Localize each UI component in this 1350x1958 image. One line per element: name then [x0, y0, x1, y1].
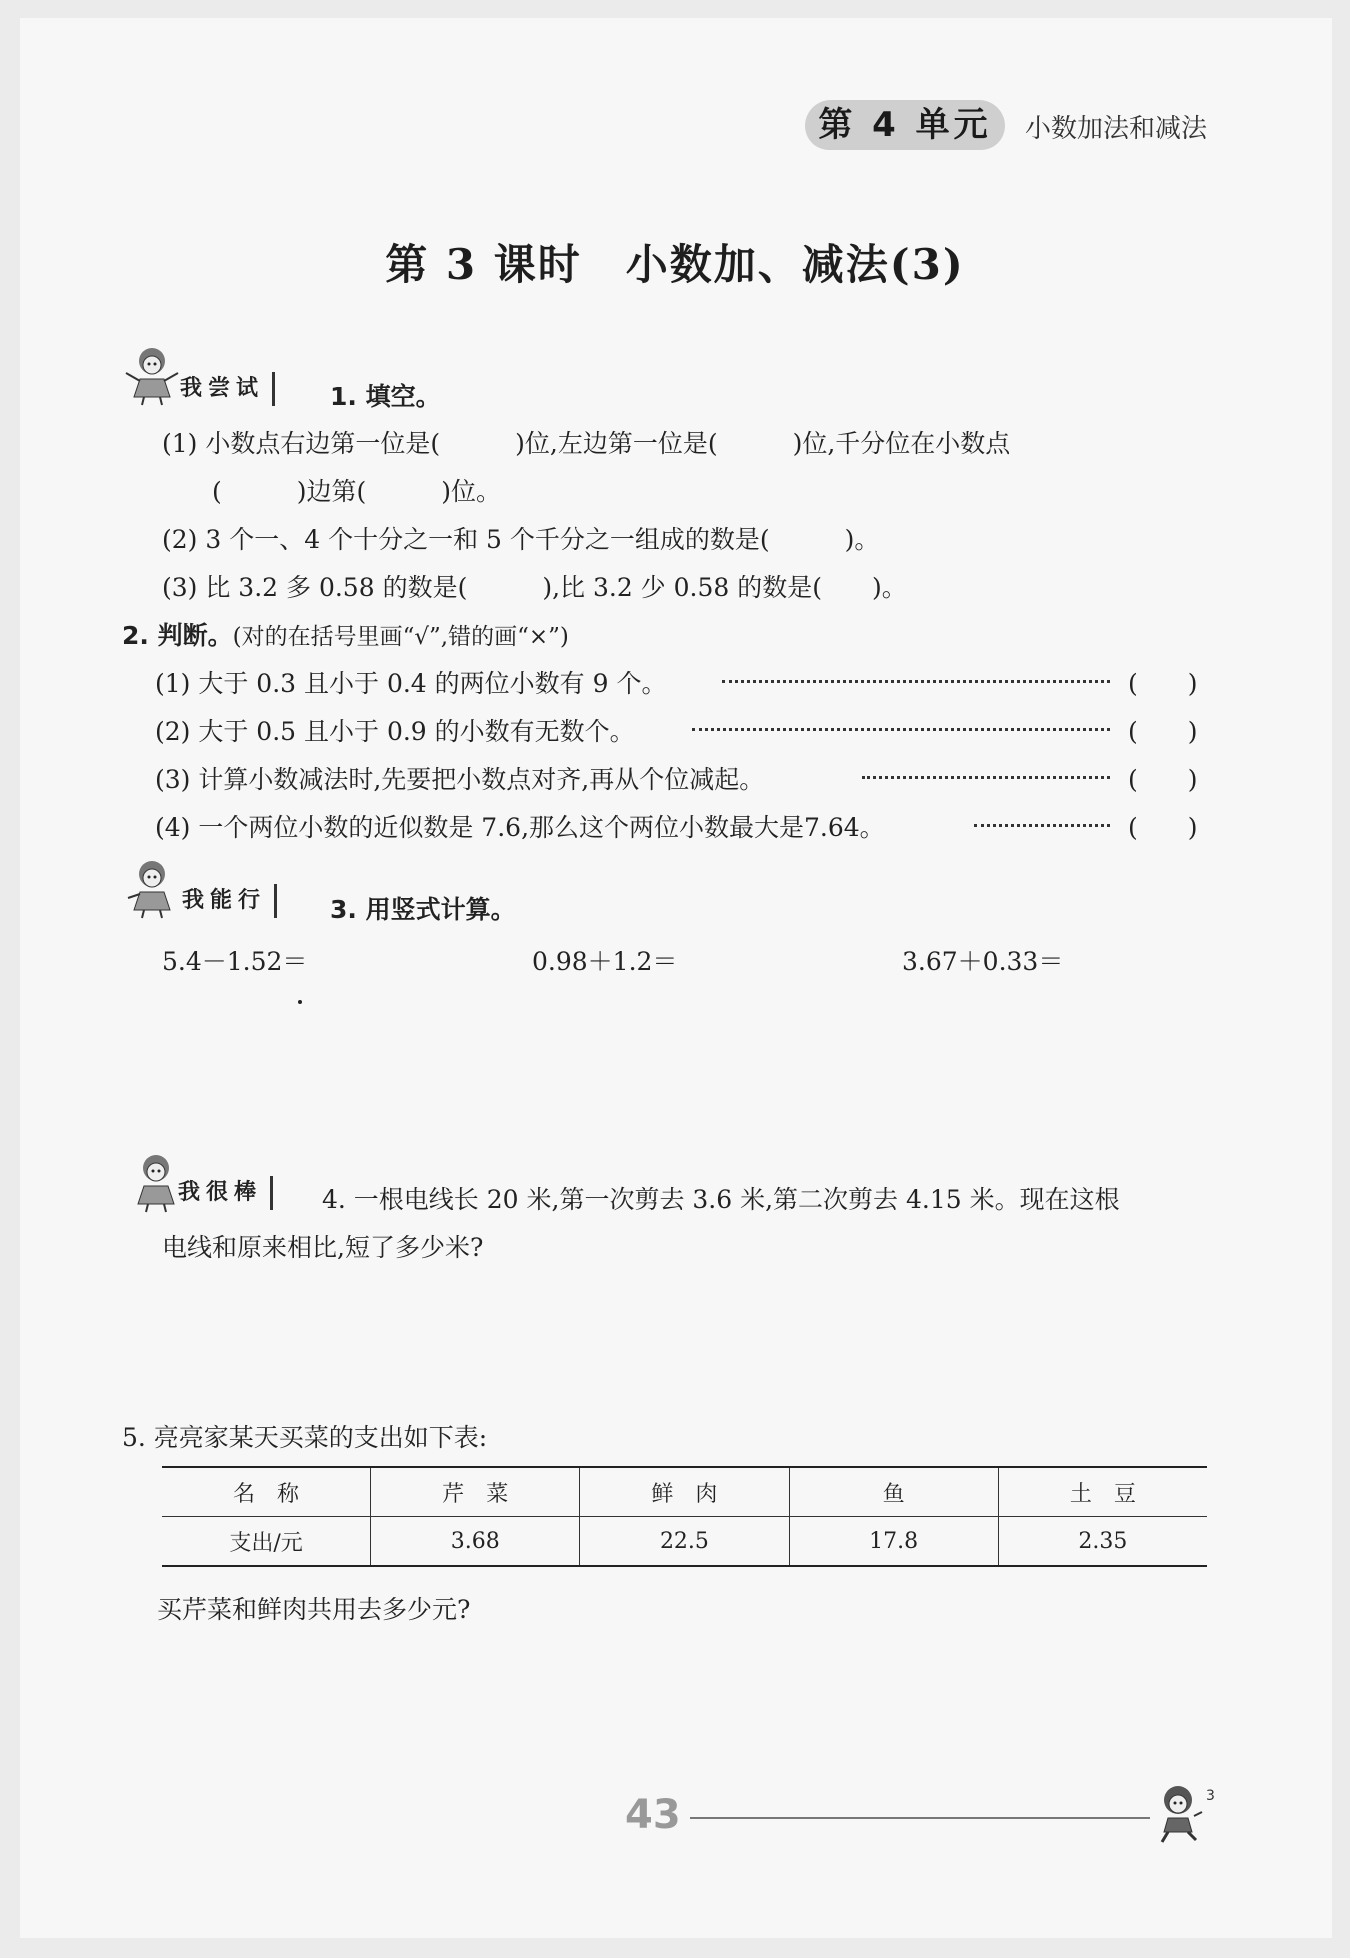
mascot-girl-icon [126, 1152, 184, 1214]
q2-item-3: (3) 计算小数减法时,先要把小数点对齐,再从个位减起。 [155, 765, 765, 794]
q2-item-2: (2) 大于 0.5 且小于 0.9 的小数有无数个。 [155, 717, 635, 746]
q3-expr-1: 5.4－1.52＝ [162, 947, 308, 976]
table-header-cell: 名 称 [162, 1468, 371, 1517]
answer-paren-3[interactable]: ( ) [1128, 765, 1198, 794]
q4-line2: 电线和原来相比,短了多少米? [162, 1233, 484, 1262]
mascot-girl-icon [122, 858, 180, 920]
mascot-mark: 3 [1206, 1788, 1215, 1804]
q2-title: 2. 判断。 [122, 621, 233, 650]
stray-dot [298, 1000, 302, 1004]
leader-dots [862, 776, 1110, 779]
table-cell: 17.8 [789, 1517, 998, 1566]
q4-line1: 4. 一根电线长 20 米,第一次剪去 3.6 米,第二次剪去 4.15 米。现在这根 [322, 1185, 1120, 1214]
leader-dots [692, 728, 1110, 731]
page-number: 43 [625, 1792, 681, 1838]
q1-line3: (3) 比 3.2 多 0.58 的数是( ),比 3.2 少 0.58 的数是( )。 [162, 573, 907, 602]
q1-line2: (2) 3 个一、4 个十分之一和 5 个千分之一组成的数是( )。 [162, 525, 880, 554]
q2-hint: (对的在括号里画“√”,错的画“×”) [232, 624, 569, 650]
table-cell: 支出/元 [229, 1530, 303, 1556]
q3-expr-3: 3.67＋0.33＝ [902, 947, 1064, 976]
unit-badge: 第 4 单元 [805, 100, 1005, 150]
q1-line1b: ( )边第( )位。 [212, 477, 502, 506]
answer-paren-4[interactable]: ( ) [1128, 813, 1198, 842]
table-cell: 3.68 [371, 1517, 580, 1566]
footer-rule [690, 1817, 1150, 1819]
answer-paren-2[interactable]: ( ) [1128, 717, 1198, 746]
table-header-cell: 鲜 肉 [580, 1468, 789, 1517]
leader-dots [974, 824, 1110, 827]
q2-heading [122, 616, 569, 652]
table-header-cell: 鱼 [789, 1468, 998, 1517]
table-header-cell: 芹 菜 [371, 1468, 580, 1517]
lesson-title: 第 3 课时 小数加、减法(3) [385, 240, 965, 289]
table-cell: 2.35 [998, 1517, 1207, 1566]
section-badge-great: 我很棒 [178, 1176, 273, 1210]
table-cell: 22.5 [580, 1517, 789, 1566]
leader-dots [722, 680, 1110, 683]
expense-table [162, 1466, 1207, 1567]
q5-question: 买芹菜和鲜肉共用去多少元? [157, 1595, 471, 1624]
q3-title: 3. 用竖式计算。 [330, 895, 516, 924]
table-header-cell: 土 豆 [998, 1468, 1207, 1517]
mascot-boy-icon [1150, 1782, 1208, 1844]
unit-subtitle: 小数加法和减法 [1025, 114, 1208, 144]
q1-line1: (1) 小数点右边第一位是( )位,左边第一位是( )位,千分位在小数点 [162, 429, 1011, 458]
worksheet-page [20, 18, 1332, 1938]
table-row [162, 1517, 1207, 1566]
answer-paren-1[interactable]: ( ) [1128, 669, 1198, 698]
q2-item-1: (1) 大于 0.3 且小于 0.4 的两位小数有 9 个。 [155, 669, 667, 698]
mascot-girl-icon [122, 345, 180, 407]
q2-item-4: (4) 一个两位小数的近似数是 7.6,那么这个两位小数最大是7.64。 [155, 813, 885, 842]
q1-title: 1. 填空。 [330, 382, 441, 411]
section-badge-can: 我能行 [182, 884, 277, 918]
q3-expr-2: 0.98＋1.2＝ [532, 947, 678, 976]
q5-title: 5. 亮亮家某天买菜的支出如下表: [122, 1423, 488, 1452]
section-badge-try: 我尝试 [180, 372, 275, 406]
table-header-row [162, 1468, 1207, 1517]
